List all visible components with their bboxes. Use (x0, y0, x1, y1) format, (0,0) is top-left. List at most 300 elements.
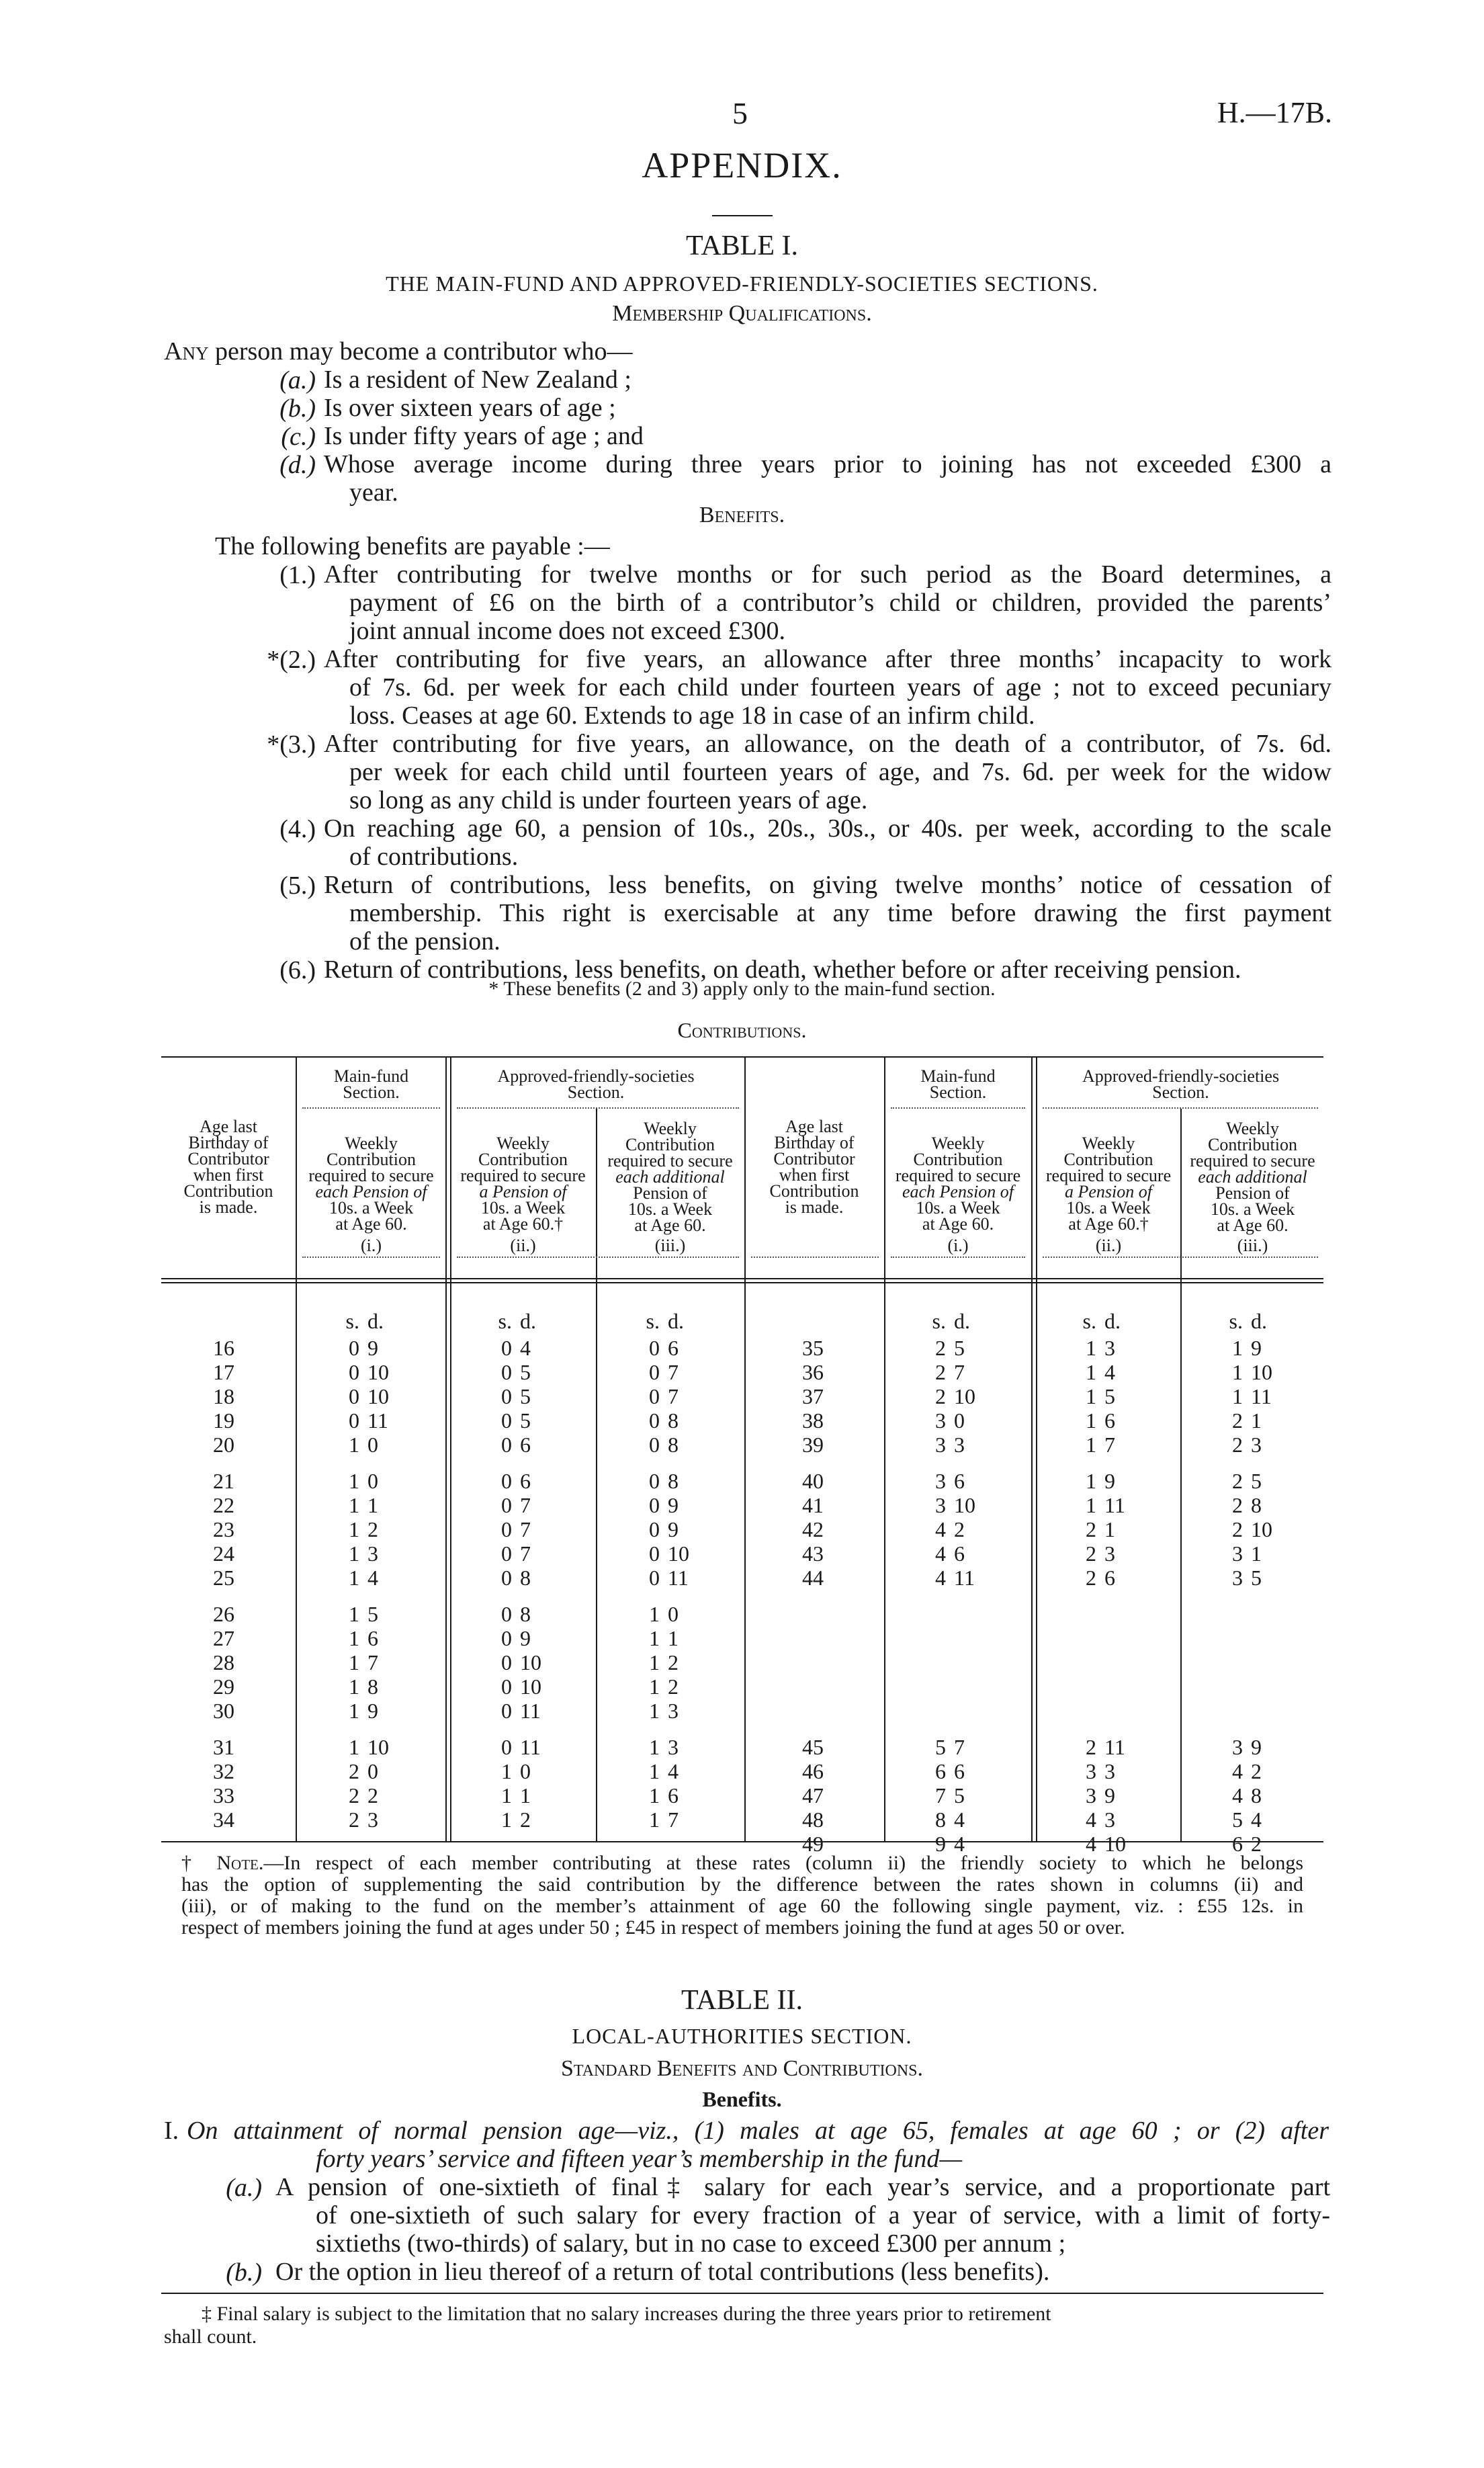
table2-sub-label: (b.) (226, 2258, 262, 2287)
benefit-label: *(2.) (267, 646, 316, 674)
pence: 5 (1251, 1566, 1262, 1590)
shillings: s. (646, 1309, 660, 1333)
contribution-value (919, 1564, 993, 1592)
age-value: 47 (802, 1783, 824, 1807)
approved-group-header-line: Approved-friendly-societies (497, 1066, 695, 1086)
shillings: 1 (1232, 1384, 1243, 1408)
table2-sub-text: A pension of one-sixtieth of final‡ salary for each year’s service, and a proportionate part (275, 2173, 1330, 2201)
contribution-value (333, 1564, 406, 1592)
shillings: 0 (501, 1517, 512, 1541)
shillings: s. (1082, 1309, 1096, 1333)
table2-benefits-heading: Benefits. (702, 2087, 782, 2111)
contribution-value (633, 1431, 707, 1459)
contribution-value (633, 1564, 707, 1592)
approved-group-header-line: Approved-friendly-societies (1082, 1066, 1280, 1086)
column-ii-header (451, 1136, 595, 1232)
pence: 5 (954, 1336, 965, 1360)
age-value: 21 (213, 1469, 234, 1493)
table2-item-label: I. (164, 2117, 179, 2145)
age-value: 40 (802, 1469, 824, 1493)
shillings: 1 (349, 1626, 359, 1650)
age-column-header-line: Contribution (769, 1181, 859, 1201)
group-underline (457, 1107, 739, 1109)
approved-group-header (451, 1068, 740, 1101)
shillings: 0 (501, 1566, 512, 1590)
age-value: 33 (213, 1783, 234, 1807)
shillings: 1 (349, 1602, 359, 1626)
column-iii-header-line: at Age 60. (1217, 1216, 1289, 1235)
column-ii-header-line: Contribution (478, 1150, 568, 1169)
column-i-header-line: 10s. a Week (329, 1198, 414, 1218)
pence: 9 (367, 1699, 378, 1723)
pence: 3 (1251, 1433, 1262, 1457)
shillings: 2 (1232, 1433, 1243, 1457)
pence: 1 (1251, 1541, 1262, 1566)
age-column-header-line: Contributor (773, 1149, 855, 1168)
table2-sub-text: sixtieths (two-thirds) of salary, but in no case to exceed £300 per annum ; (316, 2229, 1066, 2258)
contribution-value (919, 1431, 993, 1459)
shillings: 1 (649, 1674, 660, 1699)
column-number: (iii.) (1237, 1236, 1268, 1255)
column-iii-header (1182, 1121, 1323, 1234)
pence: 3 (1104, 1759, 1115, 1783)
benefit-label: (5.) (279, 871, 316, 900)
pence: 2 (668, 1674, 679, 1699)
pence: 6 (1104, 1566, 1115, 1590)
benefit-text-cont: of the pension. (349, 927, 500, 955)
shillings: s. (1229, 1309, 1243, 1333)
pence: 2 (367, 1783, 378, 1807)
pence: 8 (1251, 1783, 1262, 1807)
shillings: 2 (935, 1336, 946, 1360)
age-column-header-line: Age last (785, 1117, 843, 1136)
age-value: 44 (802, 1566, 824, 1590)
age-value: 48 (802, 1807, 824, 1832)
pence: 9 (1104, 1783, 1115, 1807)
shillings: 0 (501, 1493, 512, 1517)
pence: 5 (520, 1384, 531, 1408)
shillings: 1 (1086, 1408, 1096, 1433)
qualification-label: (a.) (279, 366, 316, 394)
shillings: 7 (935, 1783, 946, 1807)
pence: 2 (520, 1807, 531, 1832)
age-value: 42 (802, 1517, 824, 1541)
pence: 7 (367, 1650, 378, 1674)
age-value: 39 (802, 1433, 824, 1457)
pence: 2 (367, 1517, 378, 1541)
shillings: 0 (649, 1517, 660, 1541)
age-value: 29 (213, 1674, 234, 1699)
column-ii-header-line: a Pension of (479, 1182, 567, 1201)
shillings: 1 (349, 1541, 359, 1566)
shillings: 0 (349, 1408, 359, 1433)
table1-section-heading: THE MAIN-FUND AND APPROVED-FRIENDLY-SOCIETIES SECTIONS. (386, 271, 1098, 296)
shillings: 0 (501, 1433, 512, 1457)
shillings: 0 (649, 1541, 660, 1566)
table2-section-heading: LOCAL-AUTHORITIES SECTION. (572, 2024, 912, 2048)
shillings: 1 (649, 1807, 660, 1832)
shillings: 3 (935, 1493, 946, 1517)
main-fund-group-header (887, 1068, 1029, 1101)
pence: 11 (520, 1735, 541, 1759)
pence: 6 (367, 1626, 378, 1650)
pence: 11 (668, 1566, 689, 1590)
column-iii-header-line: Weekly (644, 1119, 697, 1138)
approved-group-header (1038, 1068, 1323, 1101)
column-i-header (887, 1136, 1029, 1232)
approved-group-header-line: Section. (567, 1082, 625, 1102)
contribution-value (333, 1805, 406, 1834)
title-divider (712, 215, 773, 216)
age-value: 16 (213, 1336, 234, 1360)
age-value: 30 (213, 1699, 234, 1723)
qualification-text: Is a resident of New Zealand ; (324, 366, 631, 394)
age-column-header (165, 1119, 292, 1216)
benefit-text: Return of contributions, less benefits, on death, whether before or after receiving pension. (324, 955, 1241, 984)
contribution-value (485, 1431, 559, 1459)
pence: 6 (1104, 1408, 1115, 1433)
shillings: 1 (501, 1783, 512, 1807)
shillings: 6 (935, 1759, 946, 1783)
pence: 10 (668, 1541, 689, 1566)
column-ii-header-line: Contribution (1063, 1150, 1153, 1169)
age-column-header-line: Contributor (187, 1149, 269, 1168)
pence: 8 (520, 1566, 531, 1590)
pence: 3 (367, 1541, 378, 1566)
pence: 7 (668, 1384, 679, 1408)
pence: 3 (1104, 1336, 1115, 1360)
footnote-divider (161, 2293, 1323, 2294)
benefits-footnote: * These benefits (2 and 3) apply only to the main-fund section. (488, 978, 996, 1000)
column-i-header-line: Weekly (345, 1134, 398, 1153)
table2-sub-text: of one-sixtieth of such salary for every fraction of a year of service, with a limit of forty- (316, 2201, 1330, 2229)
column-rule (1036, 1056, 1037, 1841)
shillings: 1 (501, 1759, 512, 1783)
shillings: 0 (501, 1674, 512, 1699)
table-header-rule (161, 1278, 1323, 1279)
shillings: 1 (1086, 1493, 1096, 1517)
benefit-text: Return of contributions, less benefits, on giving twelve months’ notice of cessation of (324, 871, 1332, 899)
column-rule (884, 1056, 885, 1841)
benefits-intro: The following benefits are payable :— (215, 532, 610, 560)
group-underline (891, 1107, 1025, 1109)
note-lead: † Note. (181, 1852, 264, 1874)
column-iii-header (597, 1121, 743, 1234)
pence: 10 (520, 1674, 541, 1699)
contribution-value (633, 1805, 707, 1834)
shillings: 4 (1086, 1807, 1096, 1832)
column-number: (ii.) (1095, 1236, 1122, 1255)
qualification-text: Whose average income during three years prior to joining has not exceeded £300 a (324, 450, 1332, 478)
shillings: 1 (349, 1674, 359, 1699)
membership-intro (164, 337, 633, 366)
age-column-header-line: Birthday of (188, 1133, 269, 1152)
pence: 10 (520, 1650, 541, 1674)
shillings: 2 (1086, 1517, 1096, 1541)
pence: 6 (520, 1469, 531, 1493)
pence: 0 (367, 1433, 378, 1457)
age-value: 38 (802, 1408, 824, 1433)
age-column-header-line: Birthday of (774, 1133, 855, 1152)
shillings: 0 (649, 1493, 660, 1517)
shillings: 1 (1232, 1360, 1243, 1384)
shillings: 0 (501, 1650, 512, 1674)
age-value: 41 (802, 1493, 824, 1517)
qualification-text: Is over sixteen years of age ; (324, 394, 616, 422)
age-value: 46 (802, 1759, 824, 1783)
roman-underline (457, 1257, 739, 1258)
column-number: (i.) (360, 1236, 382, 1255)
column-ii-header-line: Weekly (1082, 1134, 1135, 1153)
shillings: 1 (349, 1735, 359, 1759)
age-column-header-line: when first (193, 1165, 264, 1185)
age-column-header-line: Age last (200, 1117, 257, 1136)
pence: 9 (668, 1517, 679, 1541)
shillings: 1 (649, 1626, 660, 1650)
pence: 5 (1251, 1469, 1262, 1493)
table-bottom-rule (161, 1841, 1323, 1842)
shillings: 0 (501, 1602, 512, 1626)
age-column-header-line: when first (779, 1165, 850, 1185)
pence: 8 (668, 1408, 679, 1433)
shillings: 2 (1232, 1469, 1243, 1493)
pence: 10 (367, 1384, 389, 1408)
qualification-text-cont: year. (349, 478, 398, 507)
shillings: 1 (1086, 1360, 1096, 1384)
column-ii-header-line: at Age 60.† (1068, 1214, 1149, 1234)
shillings: 1 (649, 1650, 660, 1674)
column-i-header-line: required to secure (895, 1166, 1021, 1185)
pence: 0 (367, 1759, 378, 1783)
benefit-text-cont: so long as any child is under fourteen years of age. (349, 786, 868, 814)
pence: 5 (367, 1602, 378, 1626)
pence: 0 (367, 1469, 378, 1493)
pence: 7 (668, 1360, 679, 1384)
pence: 3 (668, 1735, 679, 1759)
contribution-value (1216, 1431, 1290, 1459)
column-number: (ii.) (510, 1236, 536, 1255)
roman-underline (302, 1257, 440, 1258)
column-iii-header-line: Pension of (1215, 1183, 1290, 1203)
column-i-header-line: each Pension of (315, 1182, 427, 1201)
pence: 9 (520, 1626, 531, 1650)
contribution-value (333, 1431, 406, 1459)
main-fund-group-header (299, 1068, 443, 1101)
column-i-header-line: at Age 60. (922, 1214, 994, 1234)
table2-sub-label: (a.) (226, 2174, 262, 2202)
note-line-text: —In respect of each member contributing at these rates (column ii) the friendly society to which he belongs (263, 1852, 1303, 1874)
shillings: 0 (349, 1360, 359, 1384)
shillings: 1 (649, 1759, 660, 1783)
pence: 8 (668, 1469, 679, 1493)
pence: 5 (954, 1783, 965, 1807)
pence: 5 (1104, 1384, 1115, 1408)
shillings: 0 (649, 1360, 660, 1384)
shillings: 1 (1086, 1336, 1096, 1360)
column-number: (iii.) (654, 1236, 686, 1255)
column-iii-header-line: each additional (615, 1167, 725, 1187)
column-iii-header-line: required to secure (607, 1151, 733, 1171)
column-iii-header-line: each additional (1198, 1167, 1307, 1187)
shillings: 3 (1232, 1735, 1243, 1759)
benefit-text-cont: joint annual income does not exceed £300. (349, 617, 785, 645)
shillings: 0 (649, 1408, 660, 1433)
pence: 10 (954, 1493, 975, 1517)
main-fund-group-header-line: Section. (343, 1082, 400, 1102)
approved-group-header-line: Section. (1152, 1082, 1209, 1102)
benefit-text-cont: loss. Ceases at age 60. Extends to age 18 in case of an infirm child. (349, 701, 1035, 730)
qualification-text: Is under fifty years of age ; and (324, 422, 644, 450)
column-ii-header-line: required to secure (460, 1166, 586, 1185)
shillings: 1 (349, 1493, 359, 1517)
shillings: 0 (501, 1360, 512, 1384)
column-ii-header-line: 10s. a Week (480, 1198, 566, 1218)
pence: 5 (520, 1408, 531, 1433)
pence: 0 (520, 1759, 531, 1783)
shillings: 0 (649, 1433, 660, 1457)
shillings: 3 (1086, 1759, 1096, 1783)
shillings: 8 (935, 1807, 946, 1832)
pence: 9 (1251, 1735, 1262, 1759)
shillings: 1 (349, 1517, 359, 1541)
column-rule (296, 1056, 297, 1841)
pence: 3 (367, 1807, 378, 1832)
roman-underline (751, 1257, 879, 1258)
pence: 8 (520, 1602, 531, 1626)
pence: 6 (668, 1336, 679, 1360)
age-column-header-line: Contribution (183, 1181, 273, 1201)
shillings: 3 (1232, 1541, 1243, 1566)
table-header-rule (161, 1282, 1323, 1283)
column-i-header (299, 1136, 443, 1232)
pence: 7 (520, 1493, 531, 1517)
page-number: 5 (732, 96, 748, 130)
pence: 7 (954, 1735, 965, 1759)
pence: 9 (1104, 1469, 1115, 1493)
pence: 1 (668, 1626, 679, 1650)
shillings: 1 (349, 1699, 359, 1723)
column-rule (744, 1056, 746, 1841)
shillings: 1 (1086, 1433, 1096, 1457)
note-line: (iii), or of making to the fund on the member’s attainment of age 60 the following single payment, viz. : £55 12s. in (181, 1895, 1303, 1917)
pence: 4 (520, 1336, 531, 1360)
pence: 3 (954, 1433, 965, 1457)
shillings: 9 (935, 1832, 946, 1856)
shillings: 4 (935, 1541, 946, 1566)
benefit-label: (6.) (279, 956, 316, 984)
contribution-value (1070, 1564, 1143, 1592)
shillings: 4 (935, 1517, 946, 1541)
pence: 6 (668, 1783, 679, 1807)
benefit-text-cont: payment of £6 on the birth of a contributor’s child or children, provided the parents’ (349, 589, 1332, 617)
shillings: 2 (349, 1807, 359, 1832)
shillings: 2 (349, 1783, 359, 1807)
qualification-label: (c.) (281, 423, 316, 451)
benefit-text: On reaching age 60, a pension of 10s., 20s., 30s., or 40s. per week, according to the scale (324, 814, 1332, 843)
shillings: 6 (1232, 1832, 1243, 1856)
age-column-header (747, 1119, 881, 1216)
age-value: 20 (213, 1433, 234, 1457)
pence: d. (367, 1309, 384, 1333)
benefit-label: (1.) (279, 561, 316, 589)
qualification-label: (b.) (279, 394, 316, 423)
pence: 4 (367, 1566, 378, 1590)
pence: 8 (367, 1674, 378, 1699)
age-value: 17 (213, 1360, 234, 1384)
shillings: 1 (649, 1602, 660, 1626)
contributions-heading: Contributions. (677, 1018, 807, 1042)
pence: d. (668, 1309, 684, 1333)
shillings: 0 (349, 1336, 359, 1360)
benefit-text-cont: per week for each child until fourteen years of age, and 7s. 6d. per week for the widow (349, 758, 1332, 786)
pence: 10 (1251, 1360, 1272, 1384)
age-value: 45 (802, 1735, 824, 1759)
shillings: 0 (501, 1735, 512, 1759)
pence: d. (954, 1309, 970, 1333)
column-rule (445, 1056, 447, 1841)
benefit-text: After contributing for twelve months or for such period as the Board determines, a (324, 560, 1332, 589)
column-number: (i.) (947, 1236, 969, 1255)
benefit-text: After contributing for five years, an allowance, on the death of a contributor, of 7s. 6d. (324, 730, 1332, 758)
pence: d. (520, 1309, 536, 1333)
roman-underline (891, 1257, 1025, 1258)
pence: 6 (954, 1469, 965, 1493)
shillings: 0 (649, 1384, 660, 1408)
pence: 1 (367, 1493, 378, 1517)
pence: 7 (668, 1807, 679, 1832)
pence: 2 (668, 1650, 679, 1674)
age-value: 49 (802, 1832, 824, 1856)
shillings: 0 (501, 1626, 512, 1650)
document-reference: H.—17B. (1217, 96, 1332, 129)
pence: 4 (1251, 1807, 1262, 1832)
unit-label (919, 1307, 993, 1335)
intro-first-word: Any (164, 337, 209, 366)
shillings: 0 (649, 1566, 660, 1590)
pence: d. (1251, 1309, 1267, 1333)
pence: 10 (954, 1384, 975, 1408)
age-value: 26 (213, 1602, 234, 1626)
pence: 9 (367, 1336, 378, 1360)
column-iii-header-line: at Age 60. (634, 1216, 706, 1235)
appendix-title: APPENDIX. (642, 145, 842, 185)
shillings: 3 (1086, 1783, 1096, 1807)
shillings: 5 (1232, 1807, 1243, 1832)
shillings: 2 (935, 1384, 946, 1408)
age-value: 35 (802, 1336, 824, 1360)
age-value: 25 (213, 1566, 234, 1590)
pence: 10 (367, 1735, 389, 1759)
shillings: 1 (349, 1566, 359, 1590)
table1-note (181, 1853, 1303, 1939)
column-i-header-line: Weekly (931, 1134, 985, 1153)
qualification-label: (d.) (279, 451, 316, 479)
shillings: 2 (935, 1360, 946, 1384)
column-ii-header-line: required to secure (1045, 1166, 1172, 1185)
pence: 0 (668, 1602, 679, 1626)
shillings: 0 (501, 1336, 512, 1360)
shillings: 2 (349, 1759, 359, 1783)
column-ii-header-line: a Pension of (1065, 1182, 1152, 1201)
shillings: 1 (501, 1807, 512, 1832)
roman-underline (1043, 1257, 1318, 1258)
shillings: 4 (1086, 1832, 1096, 1856)
pence: 1 (1251, 1408, 1262, 1433)
column-iii-header-line: required to secure (1190, 1151, 1315, 1171)
shillings: 1 (349, 1433, 359, 1457)
pence: 11 (520, 1699, 541, 1723)
table-top-rule (161, 1056, 1323, 1058)
